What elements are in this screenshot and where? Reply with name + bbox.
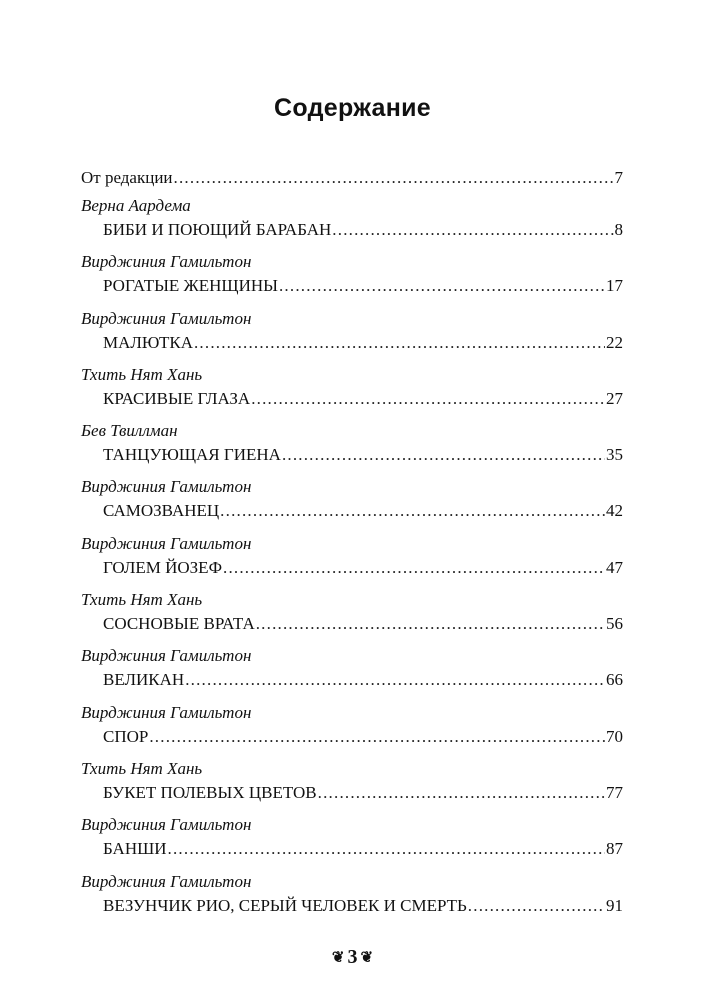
leader-dots (149, 725, 605, 749)
toc-story-line (81, 331, 623, 355)
toc-author: Вирджиния Гамильтон (81, 646, 252, 666)
toc-page-number: 8 (614, 220, 623, 239)
toc-author: Бев Твиллман (81, 421, 178, 441)
toc-author: Тхить Нят Хань (81, 758, 203, 778)
toc-page-number: 22 (606, 332, 623, 352)
toc-author: Вирджиния Гамильтон (81, 308, 252, 328)
toc-page-number: 17 (606, 276, 623, 296)
toc-story-title: МАЛЮТКА (103, 332, 193, 352)
toc-page-number: 66 (606, 670, 623, 690)
toc-page-number: 27 (606, 388, 623, 408)
leader-dots (282, 443, 605, 467)
toc-entry (81, 813, 623, 869)
toc-author: Вирджиния Гамильтон (81, 815, 252, 835)
toc-story-line (81, 781, 623, 805)
leader-dots (256, 612, 605, 636)
toc-page-number: 70 (606, 726, 623, 746)
toc-entry (81, 250, 623, 306)
toc-intro (81, 166, 623, 194)
toc-story-title: РОГАТЫЕ ЖЕНЩИНЫ (103, 276, 278, 296)
leader-dots (223, 556, 605, 580)
toc-page-number: 35 (606, 445, 623, 465)
leader-dots (332, 218, 613, 242)
toc-story-line (81, 218, 623, 242)
toc-author: Вирджиния Гамильтон (81, 871, 252, 891)
toc-story-line (81, 837, 623, 861)
toc-entry (81, 701, 623, 757)
toc-story-title: ГОЛЕМ ЙОЗЕФ (103, 557, 222, 577)
toc-story-title: БУКЕТ ПОЛЕВЫХ ЦВЕТОВ (103, 782, 317, 802)
toc-author: Вирджиния Гамильтон (81, 252, 252, 272)
leader-dots (220, 499, 605, 523)
toc-story-line (81, 387, 623, 411)
toc-page-number: 42 (606, 501, 623, 521)
toc-story-title: КРАСИВЫЕ ГЛАЗА (103, 388, 251, 408)
page-number: 3 (347, 946, 358, 968)
page-number-footer (0, 946, 705, 969)
toc-page-number: 77 (606, 782, 623, 802)
toc-entry (81, 532, 623, 588)
toc-story-title: СПОР (103, 726, 149, 746)
toc-intro-label: От редакции (81, 168, 173, 187)
leader-dots (168, 837, 605, 861)
toc-intro-page: 7 (614, 168, 623, 187)
toc-entry (81, 363, 623, 419)
toc-story-line (81, 668, 623, 692)
toc-page-number: 47 (606, 557, 623, 577)
toc-entry (81, 475, 623, 531)
leader-dots (194, 331, 605, 355)
toc-story-line (81, 725, 623, 749)
toc-story-line (81, 499, 623, 523)
toc-story-title: БИБИ И ПОЮЩИЙ БАРАБАН (103, 220, 332, 239)
toc-entry (81, 588, 623, 644)
toc-story-title: СОСНОВЫЕ ВРАТА (103, 614, 255, 634)
toc-author: Тхить Нят Хань (81, 364, 203, 384)
leader-dots (279, 274, 605, 298)
toc-page-number: 56 (606, 614, 623, 634)
toc-story-title: САМОЗВАНЕЦ (103, 501, 220, 521)
leader-dots (318, 781, 605, 805)
toc-page-number: 87 (606, 839, 623, 859)
toc-entry (81, 757, 623, 813)
toc-story-title: ВЕЛИКАН (103, 670, 185, 690)
leader-dots (468, 894, 605, 918)
floral-ornament-icon: ❦ (360, 950, 374, 966)
toc-entry (81, 870, 623, 926)
toc-intro-line (81, 166, 623, 190)
leader-dots (174, 166, 614, 190)
toc-author: Верна Аардема (81, 196, 191, 215)
toc-author: Тхить Нят Хань (81, 590, 203, 610)
toc-entry (81, 644, 623, 700)
toc-author: Вирджиния Гамильтон (81, 477, 252, 497)
toc-story-title: ТАНЦУЮЩАЯ ГИЕНА (103, 445, 281, 465)
toc-author: Вирджиния Гамильтон (81, 702, 252, 722)
toc-story-line (81, 443, 623, 467)
toc-story-line (81, 274, 623, 298)
toc-entry (81, 307, 623, 363)
leader-dots (251, 387, 605, 411)
toc-entry (81, 194, 623, 250)
page-title: Содержание (273, 94, 432, 122)
toc-story-line (81, 556, 623, 580)
leader-dots (185, 668, 605, 692)
toc-story-line (81, 612, 623, 636)
floral-ornament-icon: ❦ (331, 950, 345, 966)
toc-story-line (81, 894, 623, 918)
toc-entry (81, 419, 623, 475)
toc-story-title: БАНШИ (103, 839, 167, 859)
table-of-contents (81, 166, 623, 926)
toc-author: Вирджиния Гамильтон (81, 533, 252, 553)
toc-story-title: ВЕЗУНЧИК РИО, СЕРЫЙ ЧЕЛОВЕК И СМЕРТЬ (103, 895, 467, 915)
toc-page-number: 91 (606, 895, 623, 915)
